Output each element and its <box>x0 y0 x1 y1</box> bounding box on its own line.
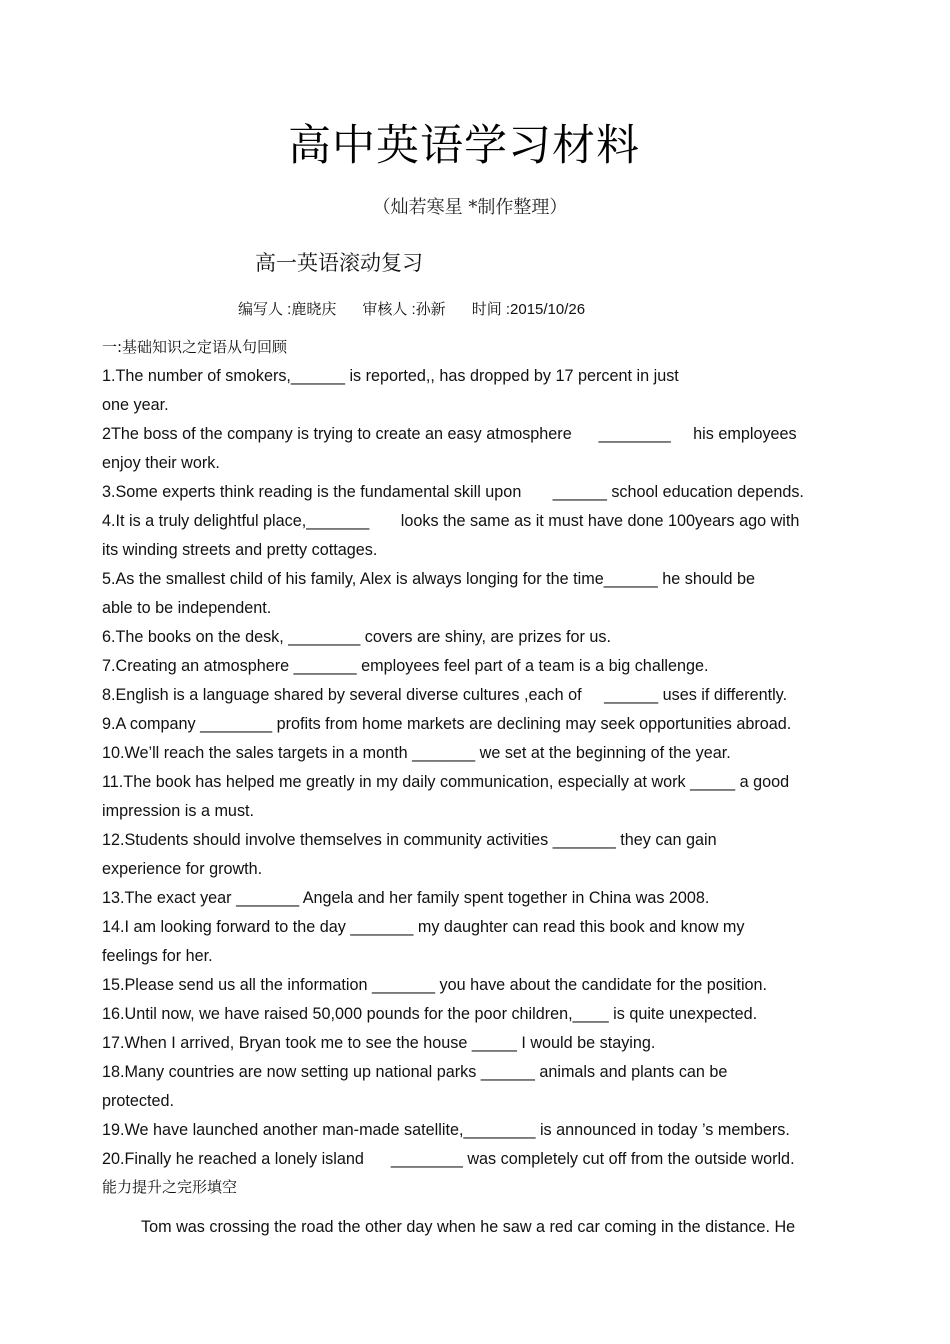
question-line: its winding streets and pretty cottages. <box>102 541 378 559</box>
question-line: feelings for her. <box>102 947 213 965</box>
question-line: 18.Many countries are now setting up national parks ______ animals and plants can be <box>102 1063 728 1081</box>
question-line: 1.The number of smokers,______ is reported,, has dropped by 17 percent in just <box>102 367 679 385</box>
author-label: 编写人 :鹿晓庆 <box>238 301 337 318</box>
meta-line <box>238 298 585 319</box>
question-line: 10.We’ll reach the sales targets in a month _______ we set at the beginning of the year. <box>102 744 731 762</box>
subtitle: （灿若寒星 *制作整理） <box>372 197 568 218</box>
question-line: impression is a must. <box>102 802 255 820</box>
question-line: 11.The book has helped me greatly in my daily communication, especially at work _____ a good <box>102 773 790 791</box>
question-line: 12.Students should involve themselves in community activities _______ they can gain <box>102 831 717 849</box>
question-line: experience for growth. <box>102 860 263 878</box>
question-line: one year. <box>102 396 169 414</box>
question-line: 17.When I arrived, Bryan took me to see the house _____ I would be staying. <box>102 1034 656 1052</box>
question-line: 5.As the smallest child of his family, Alex is always longing for the time______ he should be <box>102 570 755 588</box>
part2-heading: 能力提升之完形填空 <box>102 1178 238 1196</box>
date-label: 时间 :2015/10/26 <box>471 301 586 318</box>
question-line: able to be independent. <box>102 599 272 617</box>
section-title: 高一英语滚动复习 <box>255 251 423 275</box>
question-line: enjoy their work. <box>102 454 220 472</box>
question-line: 14.I am looking forward to the day _______ my daughter can read this book and know my <box>102 918 745 936</box>
reviewer-label: 审核人 :孙新 <box>362 301 446 318</box>
cloze-passage: Tom was crossing the road the other day when he saw a red car coming in the distance. He <box>141 1218 796 1236</box>
question-line: 16.Until now, we have raised 50,000 pounds for the poor children,____ is quite unexpected. <box>102 1005 758 1023</box>
question-line: 9.A company ________ profits from home markets are declining may seek opportunities abroad. <box>102 715 792 733</box>
question-line: 7.Creating an atmosphere _______ employees feel part of a team is a big challenge. <box>102 657 709 675</box>
question-line: 6.The books on the desk, ________ covers are shiny, are prizes for us. <box>102 628 611 646</box>
question-line: 20.Finally he reached a lonely island ________ was completely cut off from the outside world. <box>102 1150 795 1168</box>
question-line: 4.It is a truly delightful place,_______ looks the same as it must have done 100years ago with <box>102 512 800 530</box>
main-title: 高中英语学习材料 <box>288 121 640 171</box>
question-line: protected. <box>102 1092 174 1110</box>
part1-heading: 一:基础知识之定语从句回顾 <box>102 338 288 356</box>
question-line: 8.English is a language shared by several diverse cultures ,each of ______ uses if differently. <box>102 686 788 704</box>
question-list <box>102 362 842 1174</box>
question-line: 2The boss of the company is trying to create an easy atmosphere ________ his employees <box>102 425 797 443</box>
question-line: 3.Some experts think reading is the fundamental skill upon ______ school education depends. <box>102 483 804 501</box>
question-line: 15.Please send us all the information _______ you have about the candidate for the position. <box>102 976 768 994</box>
question-line: 19.We have launched another man-made satellite,________ is announced in today ’s members. <box>102 1121 790 1139</box>
question-line: 13.The exact year _______ Angela and her family spent together in China was 2008. <box>102 889 710 907</box>
